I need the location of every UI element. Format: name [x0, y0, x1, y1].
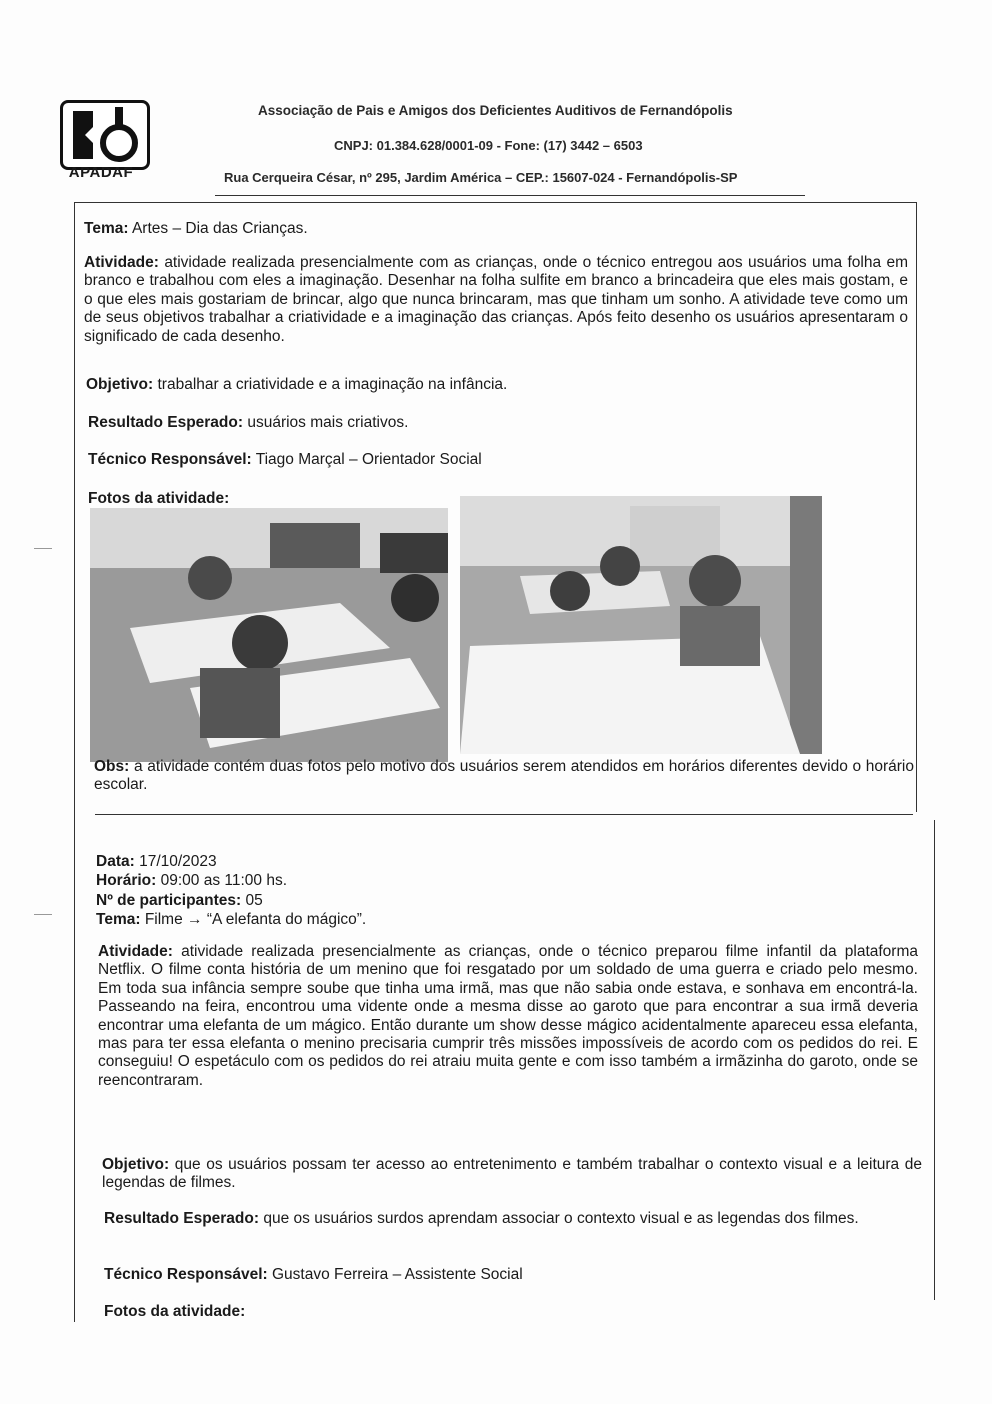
tema2-label: Tema: — [96, 911, 141, 928]
logo-name: APADAF — [68, 164, 134, 181]
atividade-text: atividade realizada presencialmente com as crianças, onde o técnico entregou aos usuários uma folha em branco e trabalhou com eles a imaginação. Desenhar na folha sulfite em branco a brincadeira que eles mais gostam, e o que eles mais gostariam de brincar, algo que nunca brincaram, mas que tinham um sonho. A atividade teve como um de seus objetivos trabalhar a criatividade e a imaginação das crianças. Após feito desenho os usuários apresentaram o significado de cada desenho. — [84, 254, 909, 345]
header-rule — [215, 195, 805, 196]
atividade2-text: atividade realizada presencialmente as crianças, onde o técnico preparou filme infantil da plataforma Netflix. O filme conta história de um menino que foi resgatado por um soldado de uma guerra e criado pelo mesmo. Em toda sua infância sempre soube que tinha uma irmã, mas que não sabia onde estava, e sonhava em encontrá-la. Passeando na feira, encontrou uma vidente onde a mesma disse ao garoto que para encontrar a sua irmã deveria encontrar uma elefanta de um mágico. Então durante um show desse mágico acidentalmente apareceu essa elefanta, mas para ter essa elefanta o menino precisaria cumprir três missões impossíveis de acordo com os pedidos do rei. E conseguiu! O espetáculo com os pedidos do rei atraiu muita gente e com isso também a irmãzinha do garoto, onde se reencontraram. — [98, 943, 918, 1089]
tecnico2-line — [104, 1266, 523, 1284]
atividade-label: Atividade: — [84, 254, 159, 271]
tema2-line — [96, 911, 366, 929]
obs-label: Obs: — [94, 758, 130, 775]
resultado2-paragraph — [104, 1210, 924, 1228]
resultado-label: Resultado Esperado: — [88, 414, 244, 431]
horario-value: 09:00 as 11:00 hs. — [160, 872, 288, 889]
tecnico2-value: Gustavo Ferreira – Assistente Social — [271, 1266, 523, 1283]
tecnico-line — [88, 451, 482, 469]
fotos2-label: Fotos da atividade: — [104, 1303, 246, 1320]
frame-right-lower — [934, 820, 935, 1300]
tema-value: Artes – Dia das Crianças. — [131, 220, 308, 237]
apadaf-logo — [56, 100, 146, 190]
data-value: 17/10/2023 — [139, 853, 217, 870]
objetivo-value: trabalhar a criatividade e a imaginação na infância. — [157, 376, 508, 393]
activity-photo-1 — [90, 508, 448, 762]
participantes-value: 05 — [245, 892, 263, 909]
scan-mark — [34, 548, 52, 549]
horario-label: Horário: — [96, 872, 157, 889]
objetivo2-label: Objetivo: — [102, 1156, 170, 1173]
obs-paragraph — [94, 758, 914, 795]
objetivo2-text: que os usuários possam ter acesso ao entretenimento e também trabalhar o contexto visual e a leitura de legendas de filmes. — [102, 1156, 922, 1192]
tecnico-label: Técnico Responsável: — [88, 451, 252, 468]
objetivo-line — [86, 376, 507, 394]
horario-line — [96, 872, 287, 890]
org-contact: CNPJ: 01.384.628/0001-09 - Fone: (17) 3442 – 6503 — [334, 138, 643, 153]
objetivo-label: Objetivo: — [86, 376, 154, 393]
resultado-value: usuários mais criativos. — [247, 414, 409, 431]
org-name: Associação de Pais e Amigos dos Deficientes Auditivos de Fernandópolis — [258, 103, 733, 118]
frame-right — [916, 202, 917, 812]
tema-label: Tema: — [84, 220, 129, 237]
atividade-paragraph — [84, 254, 908, 346]
objetivo2-paragraph — [102, 1156, 922, 1193]
section-divider — [95, 814, 913, 815]
logo-emblem-icon — [60, 100, 150, 170]
frame-left — [74, 202, 75, 1322]
scan-mark — [34, 914, 52, 915]
participantes-line — [96, 892, 263, 910]
tecnico-value: Tiago Marçal – Orientador Social — [255, 451, 482, 468]
obs-text: a atividade contém duas fotos pelo motivo dos usuários serem atendidos em horários diferentes devido o horário escolar. — [94, 758, 915, 794]
frame-top — [74, 202, 916, 203]
resultado-line — [88, 414, 408, 432]
org-address: Rua Cerqueira César, nº 295, Jardim América – CEP.: 15607-024 - Fernandópolis-SP — [224, 170, 738, 185]
data-label: Data: — [96, 853, 135, 870]
resultado2-label: Resultado Esperado: — [104, 1210, 260, 1227]
tema-line — [84, 220, 308, 238]
atividade2-label: Atividade: — [98, 943, 173, 960]
fotos-label: Fotos da atividade: — [88, 490, 230, 507]
participantes-label: Nº de participantes: — [96, 892, 242, 909]
tecnico2-label: Técnico Responsável: — [104, 1266, 268, 1283]
atividade2-paragraph — [98, 943, 918, 1090]
tema2-value: Filme → “A elefanta do mágico”. — [144, 911, 367, 928]
data-line — [96, 853, 217, 871]
activity-photo-2 — [460, 496, 822, 754]
resultado2-text: que os usuários surdos aprendam associar o contexto visual e as legendas dos filmes. — [263, 1210, 859, 1227]
